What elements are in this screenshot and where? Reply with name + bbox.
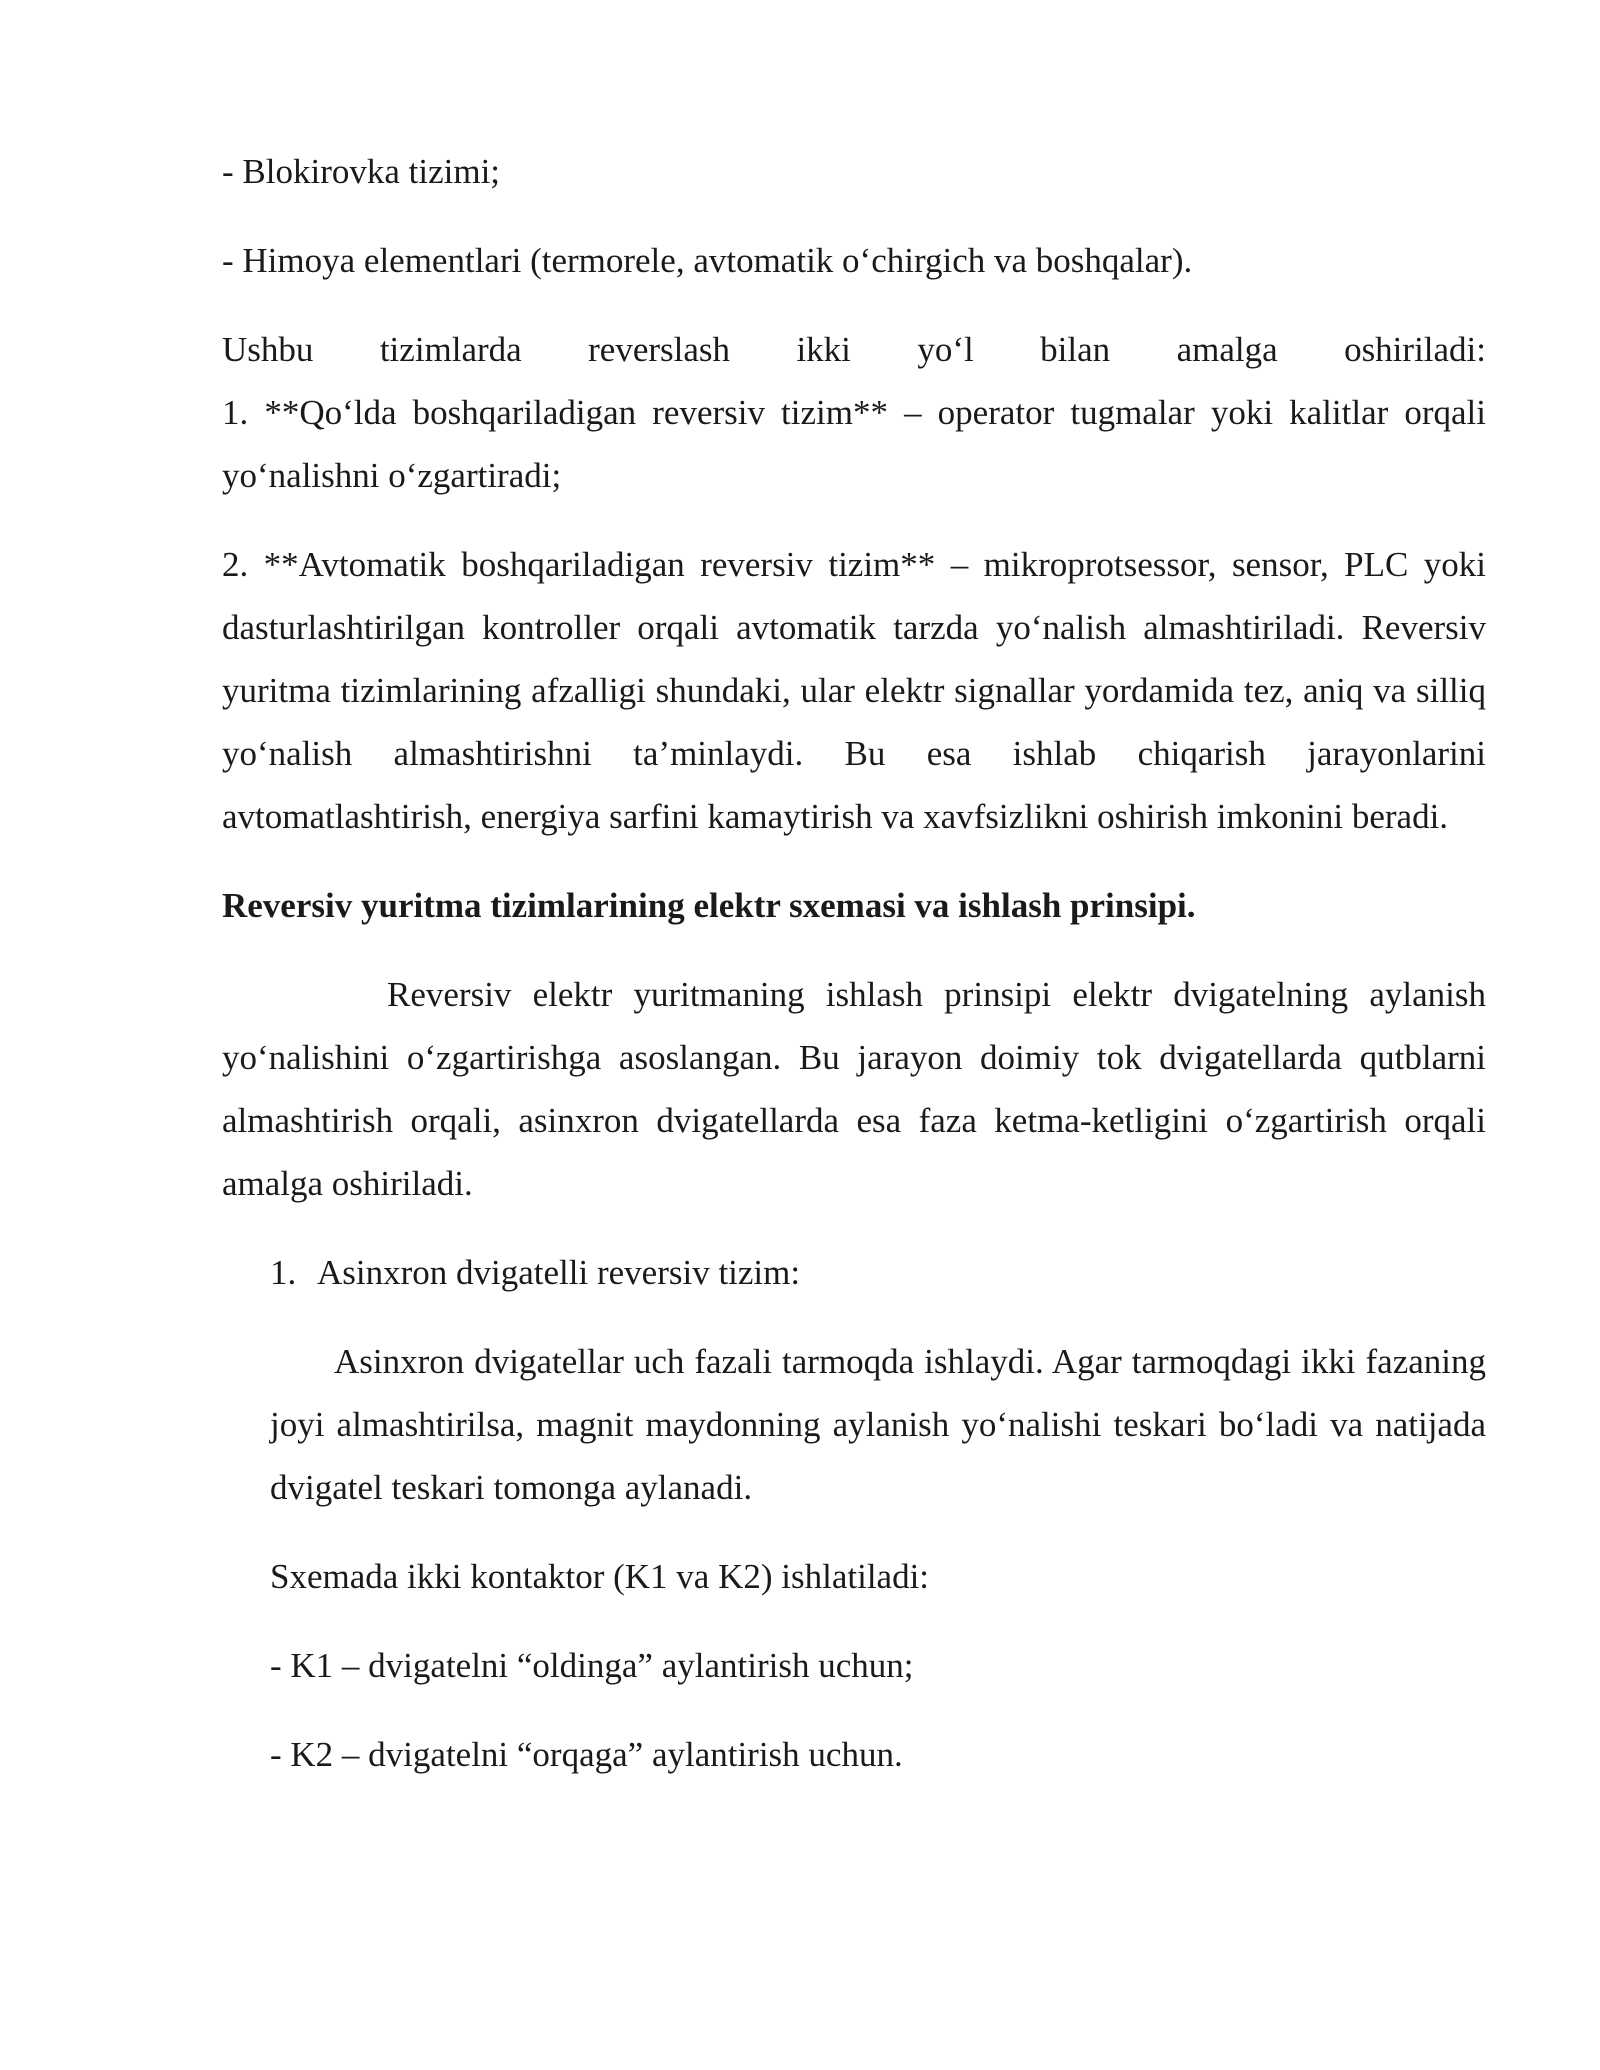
bullet-k2: - K2 – dvigatelni “orqaga” aylantirish uchun. xyxy=(270,1735,903,1774)
numbered-list xyxy=(270,1241,1486,1786)
list-number: 1. xyxy=(270,1253,297,1292)
intro-text: Ushbu tizimlarda reverslash ikki yo‘l bilan amalga oshiriladi: xyxy=(222,330,1486,369)
paragraph-reverslash-intro xyxy=(222,318,1486,381)
bullet-blokirovka: - Blokirovka tizimi; xyxy=(222,152,501,191)
bullet-himoya: - Himoya elementlari (termorele, avtomatik o‘chirgich va boshqalar). xyxy=(222,241,1193,280)
scheme-contactors-line: Sxemada ikki kontaktor (K1 va K2) ishlatiladi: xyxy=(270,1557,930,1596)
paragraph-working-principle: Reversiv elektr yuritmaning ishlash prinsipi elektr dvigatelning aylanish yo‘nalishini o‘zgartirishga asoslangan. Bu jarayon doimiy tok dvigatellarda qutblarni almashtirish orqali, asinxron dvigatellarda esa faza ketma-ketligini o‘zgartirish orqali amalga oshiriladi. xyxy=(222,975,1486,1203)
section-heading: Reversiv yuritma tizimlarining elektr sxemasi va ishlash prinsipi. xyxy=(222,886,1196,925)
list-item-async-system xyxy=(270,1241,1486,1304)
list-item-title: Asinxron dvigatelli reversiv tizim: xyxy=(317,1253,801,1292)
paragraph-async-motor: Asinxron dvigatellar uch fazali tarmoqda ishlaydi. Agar tarmoqdagi ikki fazaning joyi almashtirilsa, magnit maydonning aylanish yo‘nalishi teskari bo‘ladi va natijada dvigatel teskari tomonga aylanadi. xyxy=(270,1342,1486,1507)
paragraph-automatic-system: 2. **Avtomatik boshqariladigan reversiv tizim** – mikroprotsessor, sensor, PLC yoki dasturlashtirilgan kontroller orqali avtomatik tarzda yo‘nalish almashtiriladi. Reversiv yuritma tizimlarining afzalligi shundaki, ular elektr signallar yordamida tez, aniq va silliq yo‘nalish almashtirishni ta’minlaydi. Bu esa ishlab chiqarish jarayonlarini avtomatlashtirish, energiya sarfini kamaytirish va xavfsizlikni oshirish imkonini beradi. xyxy=(222,545,1486,836)
paragraph-manual-system: 1. **Qo‘lda boshqariladigan reversiv tizim** – operator tugmalar yoki kalitlar orqali yo‘nalishni o‘zgartiradi; xyxy=(222,393,1486,495)
document-body xyxy=(222,140,1486,1812)
bullet-k1: - K1 – dvigatelni “oldinga” aylantirish uchun; xyxy=(270,1646,914,1685)
